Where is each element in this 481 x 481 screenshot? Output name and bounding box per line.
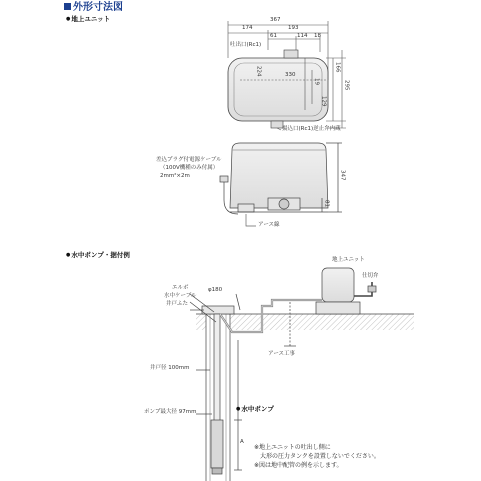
section-install-title: ● 水中ポンプ・据付例 xyxy=(66,252,130,259)
section-pump-title: ● 水中ポンプ xyxy=(236,406,274,413)
page-title: 外形寸法図 xyxy=(64,3,123,13)
well-diameter-label: 井戸径 100mm xyxy=(150,365,190,371)
dim-174: 174 xyxy=(242,25,253,31)
dim-19: 19 xyxy=(313,78,320,85)
dim-61: 61 xyxy=(270,33,277,39)
valve-label: 仕切弁 xyxy=(362,273,379,279)
side-view xyxy=(220,143,342,226)
dim-193: 193 xyxy=(288,25,299,31)
dim-166: 166 xyxy=(334,62,341,73)
earth-work-label: アース工事 xyxy=(268,351,296,357)
elbow-label: エルボ xyxy=(172,285,189,291)
submersible-cable-label: 水中ケーブル xyxy=(164,293,197,299)
note-line-1: ※地上ユニットの吐出し側に xyxy=(254,444,331,451)
note-line-3: ※図は地中配管の例を示します。 xyxy=(254,462,343,469)
cable-label-2: （100V機種のみ付属） xyxy=(160,165,219,171)
dim-224: 224 xyxy=(255,66,262,77)
dim-367: 367 xyxy=(270,17,281,23)
dim-114: 114 xyxy=(297,33,308,39)
cap-diameter-label: φ180 xyxy=(208,287,223,293)
dim-330: 330 xyxy=(285,72,296,78)
inlet-label: 揚込口(Rc1)逆止弁内蔵 xyxy=(282,126,341,132)
pump-diameter-label: ポンプ最大径 97mm xyxy=(144,409,197,415)
earth-wire-label: アース線 xyxy=(258,222,280,228)
cable-label-3: 2mm²×2m xyxy=(160,173,190,179)
dim-a: A xyxy=(240,439,244,445)
dim-81: 81 xyxy=(323,200,330,207)
note-line-2: 大形の圧力タンクを設置しないでください。 xyxy=(254,453,380,460)
outlet-label: 吐出口(Rc1) xyxy=(230,42,262,48)
install-unit-label: 地上ユニット xyxy=(332,257,365,263)
cable-label-1: 差込プラグ付電源ケーブル xyxy=(156,157,222,163)
dim-18: 18 xyxy=(314,33,321,39)
well-cap-label: 井戸ふた xyxy=(166,301,189,307)
section-unit-title: ● 地上ユニット xyxy=(66,16,110,23)
dim-129: 129 xyxy=(320,96,327,107)
dim-347: 347 xyxy=(339,170,346,181)
dim-295: 295 xyxy=(343,80,350,91)
